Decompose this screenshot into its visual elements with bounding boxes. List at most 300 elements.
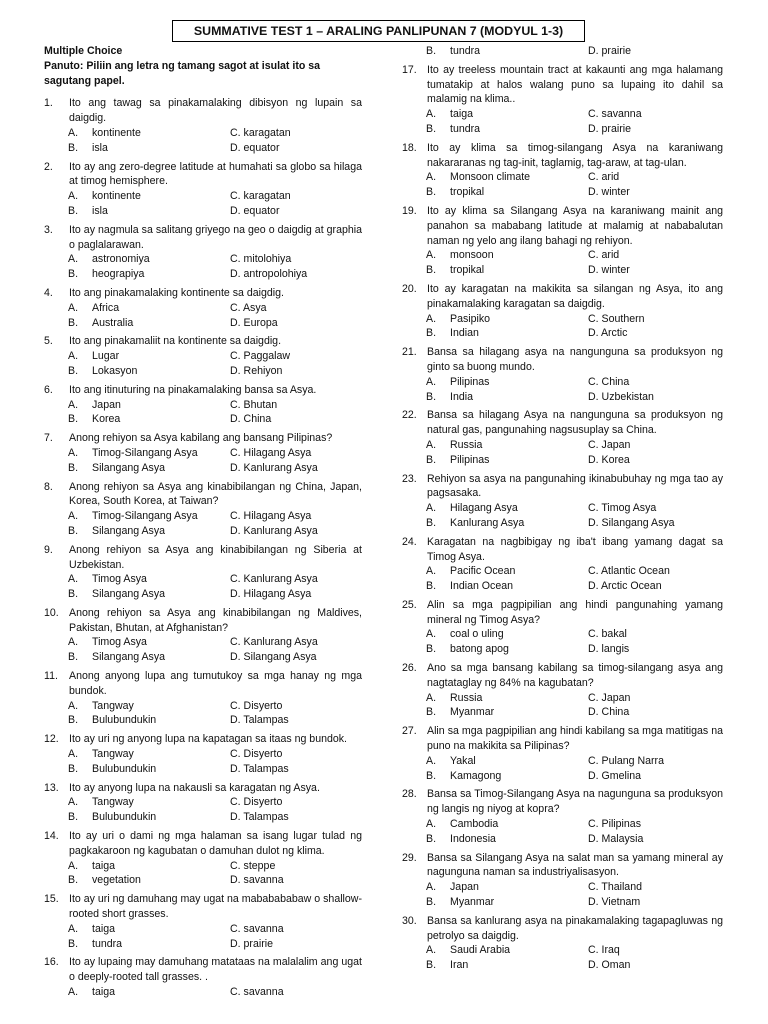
option-text: Timog Asya bbox=[92, 573, 147, 586]
option-letter: B. bbox=[68, 588, 79, 601]
option-text: Saudi Arabia bbox=[450, 944, 511, 957]
answer-options bbox=[44, 635, 362, 665]
option-text: D. Silangang Asya bbox=[230, 651, 317, 664]
left-column bbox=[44, 44, 362, 1000]
option-text: Cambodia bbox=[450, 818, 499, 831]
question-number: 26. bbox=[402, 662, 417, 675]
option-text: D. equator bbox=[230, 141, 280, 154]
option-text: Tangway bbox=[92, 796, 134, 809]
question-item bbox=[402, 141, 723, 171]
option-text: Pilipinas bbox=[450, 453, 490, 466]
option-letter: A. bbox=[68, 636, 79, 649]
option-text: C. Southern bbox=[588, 312, 645, 325]
question-item bbox=[44, 383, 362, 398]
option-text: Bulubundukin bbox=[92, 811, 157, 824]
question-text: Ito ay uri ng damuhang may ugat na mababababaw o shallow-rooted short grasses. bbox=[69, 893, 362, 921]
question-number: 16. bbox=[44, 956, 59, 969]
option-letter: B. bbox=[426, 390, 437, 403]
question-item bbox=[402, 63, 723, 107]
option-text: C. karagatan bbox=[230, 190, 291, 203]
question-item bbox=[402, 724, 723, 754]
question-number: 22. bbox=[402, 409, 417, 422]
answer-options bbox=[44, 349, 362, 379]
question-number: 19. bbox=[402, 204, 417, 217]
option-text: C. Paggalaw bbox=[230, 350, 291, 363]
option-text: Bulubundukin bbox=[92, 762, 157, 775]
question-item bbox=[402, 914, 723, 944]
question-text: Anong rehiyon sa Asya ang kinabibilangan ng Maldives, Pakistan, Bhutan, at Afghanistan? bbox=[69, 606, 362, 634]
question-number: 11. bbox=[44, 670, 58, 683]
option-text: heograpiya bbox=[92, 268, 145, 281]
question-text: Ito ang pinakamaliit na kontinente sa daigdig. bbox=[69, 335, 282, 348]
question-number: 8. bbox=[44, 480, 53, 493]
option-text: taiga bbox=[92, 859, 115, 872]
question-text: Ito ay karagatan na makikita sa silangan ng Asya, ito ang pinakamalaking karagatan sa daigdig. bbox=[427, 282, 723, 310]
option-text: D. prairie bbox=[588, 122, 631, 135]
question-item bbox=[402, 598, 723, 628]
option-text: C. Pilipinas bbox=[588, 818, 641, 831]
question-item bbox=[44, 286, 362, 301]
question-text: Ito ay nagmula sa salitang griyego na geo o daigdig at graphia o paglalarawan. bbox=[69, 223, 362, 251]
question-number: 10. bbox=[44, 606, 59, 619]
question-text: Ito ang itinuturing na pinakamalaking bansa sa Asya. bbox=[69, 383, 317, 396]
question-number: 24. bbox=[402, 535, 417, 548]
option-text: Russia bbox=[450, 691, 483, 704]
option-text: Pasipiko bbox=[450, 312, 491, 325]
option-text: C. Japan bbox=[588, 438, 631, 451]
question-text: Ito ay treeless mountain tract at kakaunti ang mga halamang tumatakip at halos walang puno sa lupaing ito dahil sa malamig na klima.. bbox=[427, 63, 723, 106]
option-letter: A. bbox=[426, 628, 437, 641]
answer-options bbox=[44, 189, 362, 219]
question-item bbox=[44, 223, 362, 253]
option-text: D. Kanlurang Asya bbox=[230, 461, 318, 474]
option-text: taiga bbox=[92, 922, 115, 935]
option-text: C. Iraq bbox=[588, 944, 620, 957]
option-letter: B. bbox=[426, 643, 437, 656]
option-letter: B. bbox=[426, 832, 437, 845]
option-text: tundra bbox=[450, 122, 481, 135]
answer-options bbox=[44, 126, 362, 156]
question-number: 27. bbox=[402, 725, 417, 738]
carry-over-options bbox=[402, 44, 723, 59]
option-letter: A. bbox=[426, 171, 437, 184]
option-letter: A. bbox=[426, 438, 437, 451]
option-text: D. antropolohiya bbox=[230, 268, 308, 281]
question-number: 30. bbox=[402, 914, 417, 927]
option-text: C. Hilagang Asya bbox=[230, 510, 312, 523]
answer-options bbox=[402, 943, 723, 973]
answer-options bbox=[44, 859, 362, 889]
question-item bbox=[402, 661, 723, 691]
option-text: Indian Ocean bbox=[450, 580, 514, 593]
option-text: C. Disyerto bbox=[230, 796, 283, 809]
question-number: 9. bbox=[44, 543, 53, 556]
answer-options bbox=[402, 817, 723, 847]
option-text: Monsoon climate bbox=[450, 171, 531, 184]
option-text: C. Japan bbox=[588, 691, 631, 704]
option-text: Tangway bbox=[92, 748, 134, 761]
question-text: Ano sa mga bansang kabilang sa timog-silangang asya ang nagtataglay ng 84% na kagubatan? bbox=[427, 662, 723, 689]
option-text: D. China bbox=[588, 706, 630, 719]
answer-options bbox=[44, 699, 362, 729]
question-text: Ito ay uri o dami ng mga halaman sa isang lugar tulad ng pagkakaroon ng kagubatan o damuhan dulot ng klima. bbox=[69, 830, 362, 857]
question-item bbox=[44, 543, 362, 573]
option-letter: B. bbox=[68, 811, 79, 824]
option-text: C. mitolohiya bbox=[230, 253, 292, 266]
option-text: D. Vietnam bbox=[588, 896, 641, 909]
answer-options bbox=[402, 312, 723, 342]
option-text: D. Korea bbox=[588, 453, 630, 466]
option-text: isla bbox=[92, 204, 108, 217]
answer-options bbox=[402, 754, 723, 784]
option-text: Silangang Asya bbox=[92, 524, 166, 537]
option-letter: A. bbox=[68, 510, 79, 523]
option-text: Silangang Asya bbox=[92, 651, 166, 664]
question-item bbox=[402, 204, 723, 248]
question-item bbox=[44, 160, 362, 190]
question-number: 2. bbox=[44, 160, 53, 173]
answer-options bbox=[402, 107, 723, 137]
question-text: Ito ay klima sa Silangang Asya na karaniwang mainit ang panahon sa mababang latitude at malamig at nababalutan naman ng yelo ang ilang bahagi ng rehiyon. bbox=[427, 204, 723, 247]
option-letter: B. bbox=[426, 706, 437, 719]
option-letter: A. bbox=[68, 986, 79, 999]
question-text: Anong rehiyon sa Asya kabilang ang bansang Pilipinas? bbox=[69, 432, 333, 445]
option-text: Japan bbox=[92, 398, 121, 411]
option-text: India bbox=[450, 390, 473, 403]
option-text: batong apog bbox=[450, 643, 509, 656]
option-text: D. Hilagang Asya bbox=[230, 588, 312, 601]
option-letter: A. bbox=[426, 565, 437, 578]
question-text: Alin sa mga pagpipilian ang hindi kabilang sa mga matitigas na puno na makikita sa Pilipinas? bbox=[427, 725, 723, 753]
option-letter: B. bbox=[426, 896, 437, 909]
question-number: 3. bbox=[44, 223, 53, 236]
question-item bbox=[402, 851, 723, 881]
option-text: Bulubundukin bbox=[92, 714, 157, 727]
option-text: tundra bbox=[450, 45, 481, 57]
option-text: D. Arctic bbox=[588, 327, 628, 340]
option-letter: A. bbox=[426, 312, 437, 325]
question-item bbox=[44, 480, 362, 510]
option-letter: B. bbox=[426, 264, 437, 277]
answer-options bbox=[44, 922, 362, 952]
option-text: C. Asya bbox=[230, 301, 267, 314]
option-text: Timog Asya bbox=[92, 636, 147, 649]
question-number: 5. bbox=[44, 335, 53, 348]
option-text: D. Rehiyon bbox=[230, 364, 283, 377]
option-text: D. Malaysia bbox=[588, 832, 644, 845]
option-text: C. Disyerto bbox=[230, 699, 283, 712]
question-text: Karagatan na nagbibigay ng iba't ibang yamang dagat sa Timog Asya. bbox=[427, 535, 723, 563]
option-text: Indian bbox=[450, 327, 479, 340]
option-text: taiga bbox=[450, 108, 473, 121]
option-text: Australia bbox=[92, 316, 134, 329]
option-text: D. China bbox=[230, 413, 272, 426]
option-text: D. Arctic Ocean bbox=[588, 580, 662, 593]
option-text: kontinente bbox=[92, 126, 141, 139]
answer-options bbox=[44, 252, 362, 282]
option-text: D. Talampas bbox=[230, 811, 289, 824]
question-number: 18. bbox=[402, 141, 417, 154]
answer-options bbox=[402, 248, 723, 278]
option-letter: B. bbox=[426, 959, 437, 972]
question-number: 20. bbox=[402, 282, 417, 295]
option-text: isla bbox=[92, 141, 108, 154]
question-text: Bansa sa kanlurang asya na pinakamalaking tagapagluwas ng petrolyo sa daigdig. bbox=[427, 914, 723, 942]
option-text: C. Hilagang Asya bbox=[230, 446, 312, 459]
question-number: 28. bbox=[402, 788, 417, 801]
option-text: kontinente bbox=[92, 190, 141, 203]
option-text: Korea bbox=[92, 413, 121, 426]
question-number: 21. bbox=[402, 346, 417, 359]
instructions: Panuto: Piliin ang letra ng tamang sagot at isulat ito sa sagutang papel. bbox=[44, 59, 321, 87]
question-text: Ito ay uri ng anyong lupa na kapatagan sa itaas ng bundok. bbox=[69, 733, 347, 746]
right-questions bbox=[402, 63, 723, 973]
option-text: Pilipinas bbox=[450, 375, 490, 388]
option-text: Myanmar bbox=[450, 896, 495, 909]
answer-options bbox=[402, 627, 723, 657]
question-number: 14. bbox=[44, 830, 59, 843]
question-number: 4. bbox=[44, 286, 53, 299]
question-number: 6. bbox=[44, 383, 53, 396]
page-title: SUMMATIVE TEST 1 – ARALING PANLIPUNAN 7 (MODYUL 1-3) bbox=[172, 20, 585, 42]
option-text: Iran bbox=[450, 959, 469, 972]
option-letter: B. bbox=[68, 762, 79, 775]
option-text: Russia bbox=[450, 438, 483, 451]
option-letter: A. bbox=[68, 748, 79, 761]
option-text: Lugar bbox=[92, 350, 120, 363]
option-text: C. Atlantic Ocean bbox=[588, 565, 670, 578]
question-text: Ito ay lupaing may damuhang matataas na malalalim ang ugat o deeply-rooted tall grasses. . bbox=[69, 956, 362, 984]
option-text: taiga bbox=[92, 986, 115, 999]
answer-options bbox=[402, 170, 723, 200]
option-letter: A. bbox=[68, 859, 79, 872]
question-text: Anong anyong lupa ang tumutukoy sa mga hanay ng mga bundok. bbox=[69, 670, 362, 697]
option-letter: A. bbox=[426, 818, 437, 831]
option-text: C. Bhutan bbox=[230, 398, 278, 411]
option-letter: A. bbox=[426, 944, 437, 957]
question-item bbox=[402, 535, 723, 565]
option-text: Lokasyon bbox=[92, 364, 138, 377]
question-text: Alin sa mga pagpipilian ang hindi pangunahing yamang mineral ng Timog Asya? bbox=[427, 598, 723, 626]
answer-options bbox=[44, 572, 362, 602]
option-text: D. winter bbox=[588, 186, 630, 199]
answer-options bbox=[402, 375, 723, 405]
answer-options bbox=[402, 501, 723, 531]
option-letter: B. bbox=[426, 45, 437, 57]
question-item bbox=[44, 732, 362, 747]
option-letter: A. bbox=[426, 375, 437, 388]
option-letter: A. bbox=[68, 573, 79, 586]
option-letter: B. bbox=[426, 186, 437, 199]
option-text: Timog-Silangang Asya bbox=[92, 510, 198, 523]
option-letter: A. bbox=[426, 108, 437, 121]
question-text: Ito ang tawag sa pinakamalaking dibisyon ng lupain sa daigdig. bbox=[69, 97, 362, 125]
option-text: C. savanna bbox=[230, 986, 284, 999]
question-item bbox=[402, 787, 723, 817]
option-letter: A. bbox=[426, 754, 437, 767]
left-questions bbox=[44, 96, 362, 999]
option-letter: B. bbox=[68, 937, 79, 950]
answer-options bbox=[402, 564, 723, 594]
answer-options bbox=[44, 795, 362, 825]
option-text: C. Pulang Narra bbox=[588, 754, 664, 767]
question-text: Ito ay ang zero-degree latitude at humahati sa globo sa hilaga at timog hemisphere. bbox=[69, 160, 362, 188]
option-letter: B. bbox=[68, 364, 79, 377]
option-text: tropikal bbox=[450, 264, 485, 277]
option-text: Japan bbox=[450, 881, 479, 894]
option-letter: A. bbox=[68, 446, 79, 459]
option-text: C. arid bbox=[588, 249, 620, 262]
question-number: 17. bbox=[402, 63, 417, 76]
answer-options bbox=[44, 985, 362, 1000]
option-text: monsoon bbox=[450, 249, 494, 262]
answer-options bbox=[44, 509, 362, 539]
question-number: 1. bbox=[44, 97, 53, 110]
option-letter: A. bbox=[68, 398, 79, 411]
option-text: tropikal bbox=[450, 186, 485, 199]
question-number: 25. bbox=[402, 598, 417, 611]
option-text: Tangway bbox=[92, 699, 134, 712]
option-letter: B. bbox=[68, 204, 79, 217]
right-column bbox=[402, 44, 723, 973]
option-text: Silangang Asya bbox=[92, 461, 166, 474]
option-letter: A. bbox=[68, 126, 79, 139]
section-type: Multiple Choice bbox=[44, 45, 123, 57]
question-item bbox=[44, 955, 362, 985]
option-text: D. savanna bbox=[230, 874, 284, 887]
option-letter: A. bbox=[68, 253, 79, 266]
question-text: Rehiyon sa asya na pangunahing ikinabubuhay ng mga tao ay pagsasaka. bbox=[427, 472, 723, 500]
question-number: 29. bbox=[402, 851, 417, 864]
option-text: D. Talampas bbox=[230, 762, 289, 775]
option-text: C. karagatan bbox=[230, 126, 291, 139]
question-number: 12. bbox=[44, 733, 59, 746]
option-letter: B. bbox=[426, 769, 437, 782]
option-letter: A. bbox=[68, 350, 79, 363]
option-letter: B. bbox=[68, 141, 79, 154]
option-text: C. savanna bbox=[230, 922, 284, 935]
option-text: vegetation bbox=[92, 874, 141, 887]
option-letter: A. bbox=[426, 691, 437, 704]
answer-options bbox=[402, 691, 723, 721]
option-letter: B. bbox=[426, 327, 437, 340]
option-letter: A. bbox=[68, 699, 79, 712]
option-text: C. bakal bbox=[588, 628, 627, 641]
option-text: C. China bbox=[588, 375, 630, 388]
option-letter: A. bbox=[426, 502, 437, 515]
question-text: Bansa sa hilagang Asya na nangunguna sa produksyon ng natural gas, pangunahing nagsusuplay sa China. bbox=[427, 409, 723, 437]
option-letter: B. bbox=[68, 651, 79, 664]
option-letter: A. bbox=[68, 301, 79, 314]
question-number: 23. bbox=[402, 472, 417, 485]
answer-options bbox=[402, 880, 723, 910]
option-text: Pacific Ocean bbox=[450, 565, 516, 578]
option-text: Indonesia bbox=[450, 832, 496, 845]
option-letter: B. bbox=[426, 453, 437, 466]
option-letter: B. bbox=[68, 524, 79, 537]
answer-options bbox=[44, 301, 362, 331]
option-letter: B. bbox=[426, 122, 437, 135]
option-letter: B. bbox=[68, 268, 79, 281]
option-text: D. Silangang Asya bbox=[588, 516, 675, 529]
option-text: Kanlurang Asya bbox=[450, 516, 525, 529]
option-text: D. Talampas bbox=[230, 714, 289, 727]
option-text: D. Europa bbox=[230, 316, 278, 329]
question-text: Bansa sa hilagang asya na nangunguna sa produksyon ng ginto sa buong mundo. bbox=[427, 346, 723, 373]
option-text: C. Timog Asya bbox=[588, 502, 657, 515]
option-text: D. equator bbox=[230, 204, 280, 217]
question-text: Ito ay klima sa timog-silangang Asya na karaniwang nakararanas ng tag-init, taglamig, tag-araw, at tag-ulan. bbox=[427, 141, 723, 169]
question-text: Bansa sa Timog-Silangang Asya na nagunguna sa produksyon ng langis ng niyog at kopra? bbox=[427, 788, 723, 816]
question-item bbox=[402, 345, 723, 375]
option-text: coal o uling bbox=[450, 628, 504, 641]
question-number: 15. bbox=[44, 893, 59, 906]
question-text: Ito ang pinakamalaking kontinente sa daigdig. bbox=[69, 286, 284, 299]
option-letter: B. bbox=[68, 714, 79, 727]
answer-options bbox=[44, 446, 362, 476]
option-text: C. steppe bbox=[230, 859, 276, 872]
option-text: C. Kanlurang Asya bbox=[230, 573, 318, 586]
option-text: D. prairie bbox=[588, 45, 631, 57]
answer-options bbox=[44, 398, 362, 428]
option-text: D. Kanlurang Asya bbox=[230, 524, 318, 537]
question-item bbox=[44, 781, 362, 796]
option-text: Timog-Silangang Asya bbox=[92, 446, 198, 459]
option-letter: B. bbox=[68, 461, 79, 474]
option-text: D. langis bbox=[588, 643, 630, 656]
option-text: C. Kanlurang Asya bbox=[230, 636, 318, 649]
option-letter: A. bbox=[426, 249, 437, 262]
question-item bbox=[44, 892, 362, 922]
answer-options bbox=[402, 438, 723, 468]
question-item bbox=[402, 282, 723, 312]
option-text: Yakal bbox=[450, 754, 476, 767]
option-letter: B. bbox=[68, 413, 79, 426]
question-item bbox=[44, 829, 362, 859]
question-number: 7. bbox=[44, 432, 53, 445]
option-text: C. arid bbox=[588, 171, 620, 184]
option-text: Hilagang Asya bbox=[450, 502, 518, 515]
option-letter: B. bbox=[426, 580, 437, 593]
option-letter: A. bbox=[68, 796, 79, 809]
question-item bbox=[402, 408, 723, 438]
question-item bbox=[44, 96, 362, 126]
question-item bbox=[44, 431, 362, 446]
option-text: astronomiya bbox=[92, 253, 150, 266]
option-letter: A. bbox=[68, 190, 79, 203]
question-number: 13. bbox=[44, 781, 59, 794]
option-text: C. Disyerto bbox=[230, 748, 283, 761]
question-item bbox=[402, 472, 723, 502]
option-text: D. Gmelina bbox=[588, 769, 641, 782]
question-text: Bansa sa Silangang Asya na salat man sa yamang mineral ay nagunguna naman sa industriyalisasyon. bbox=[427, 851, 723, 879]
option-text: Africa bbox=[92, 301, 120, 314]
option-letter: A. bbox=[68, 922, 79, 935]
option-letter: B. bbox=[426, 516, 437, 529]
question-text: Ito ay anyong lupa na nakausli sa karagatan ng Asya. bbox=[69, 781, 320, 794]
answer-options bbox=[44, 747, 362, 777]
question-text: Anong rehiyon sa Asya ang kinabibilangan ng China, Japan, Korea, South Korea, at Taiwan? bbox=[69, 480, 362, 508]
option-text: C. savanna bbox=[588, 108, 642, 121]
question-item bbox=[44, 606, 362, 636]
option-text: Myanmar bbox=[450, 706, 495, 719]
option-text: C. Thailand bbox=[588, 881, 642, 894]
option-text: Silangang Asya bbox=[92, 588, 166, 601]
option-text: D. winter bbox=[588, 264, 630, 277]
question-item bbox=[44, 334, 362, 349]
question-text: Anong rehiyon sa Asya ang kinabibilangan ng Siberia at Uzbekistan. bbox=[69, 543, 362, 571]
option-letter: B. bbox=[68, 316, 79, 329]
